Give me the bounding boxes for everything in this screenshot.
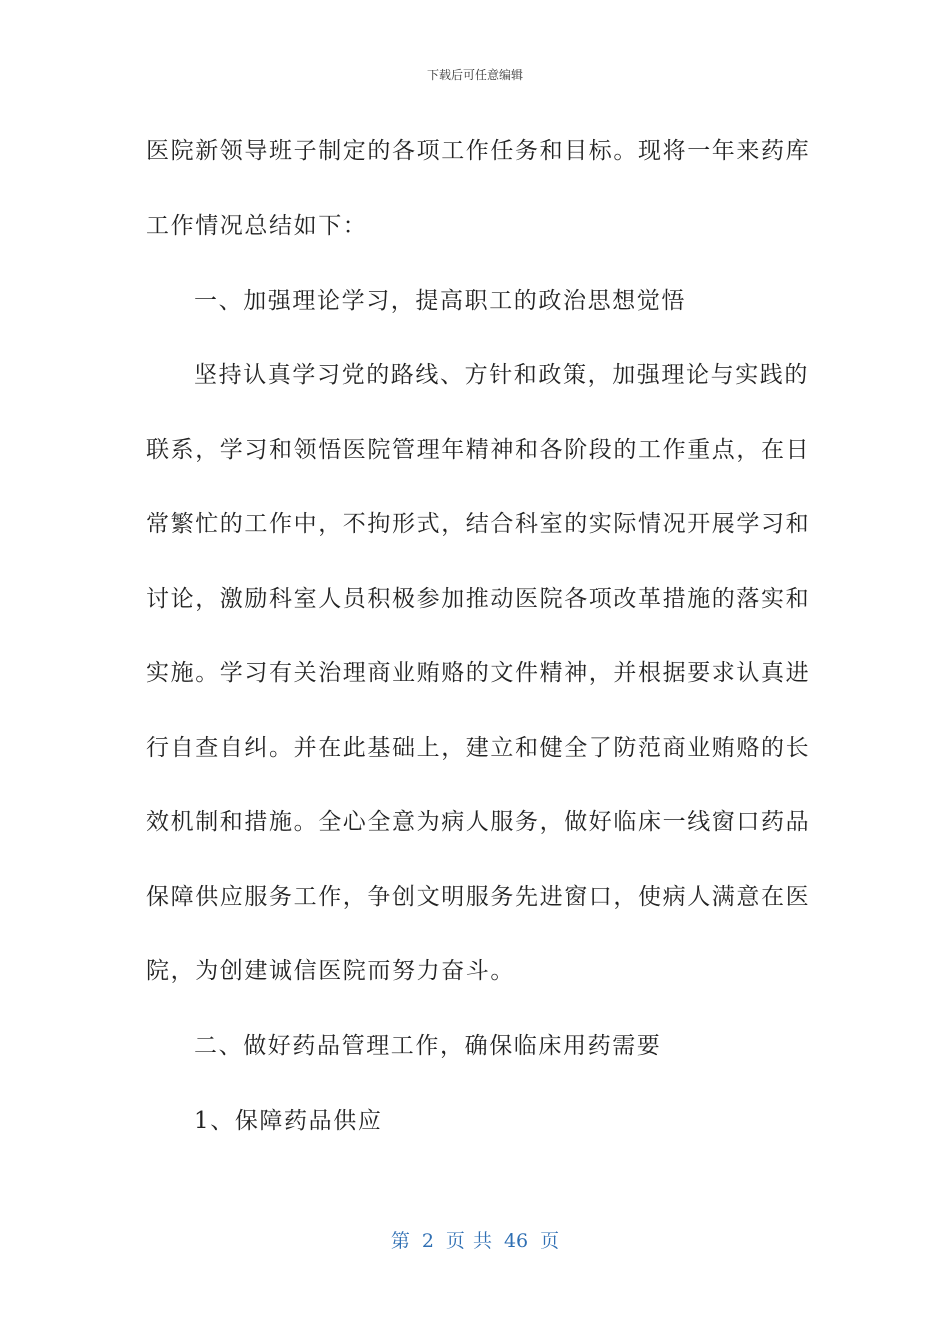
section-heading: 一、加强理论学习，提高职工的政治思想觉悟 <box>194 288 686 314</box>
paragraph-line: 医院新领导班子制定的各项工作任务和目标。现将一年来药库 <box>146 138 811 164</box>
paragraph-line: 常繁忙的工作中，不拘形式，结合科室的实际情况开展学习和 <box>146 511 811 537</box>
section-heading: 二、做好药品管理工作，确保临床用药需要 <box>194 1033 662 1059</box>
paragraph-line: 效机制和措施。全心全意为病人服务，做好临床一线窗口药品 <box>146 809 811 835</box>
footer-suffix: 页 <box>540 1230 560 1252</box>
paragraph-line: 院，为创建诚信医院而努力奋斗。 <box>146 958 515 984</box>
total-pages: 46 <box>503 1230 529 1252</box>
paragraph-line: 实施。学习有关治理商业贿赂的文件精神，并根据要求认真进 <box>146 660 811 686</box>
paragraph-line: 联系，学习和领悟医院管理年精神和各阶段的工作重点，在日 <box>146 437 811 463</box>
subsection-heading: 1、保障药品供应 <box>194 1108 383 1134</box>
footer-prefix: 第 <box>390 1230 410 1252</box>
paragraph-line: 坚持认真学习党的路线、方针和政策，加强理论与实践的 <box>194 362 809 388</box>
header-note: 下载后可任意编辑 <box>426 68 523 82</box>
paragraph-line: 工作情况总结如下： <box>146 213 368 239</box>
page-footer <box>0 1226 950 1253</box>
paragraph-line: 行自查自纠。并在此基础上，建立和健全了防范商业贿赂的长 <box>146 735 811 761</box>
paragraph-line: 保障供应服务工作，争创文明服务先进窗口，使病人满意在医 <box>146 884 811 910</box>
paragraph-line: 讨论，激励科室人员积极参加推动医院各项改革措施的落实和 <box>146 586 811 612</box>
page-number: 2 <box>421 1230 434 1252</box>
footer-middle: 页 共 <box>445 1230 492 1252</box>
